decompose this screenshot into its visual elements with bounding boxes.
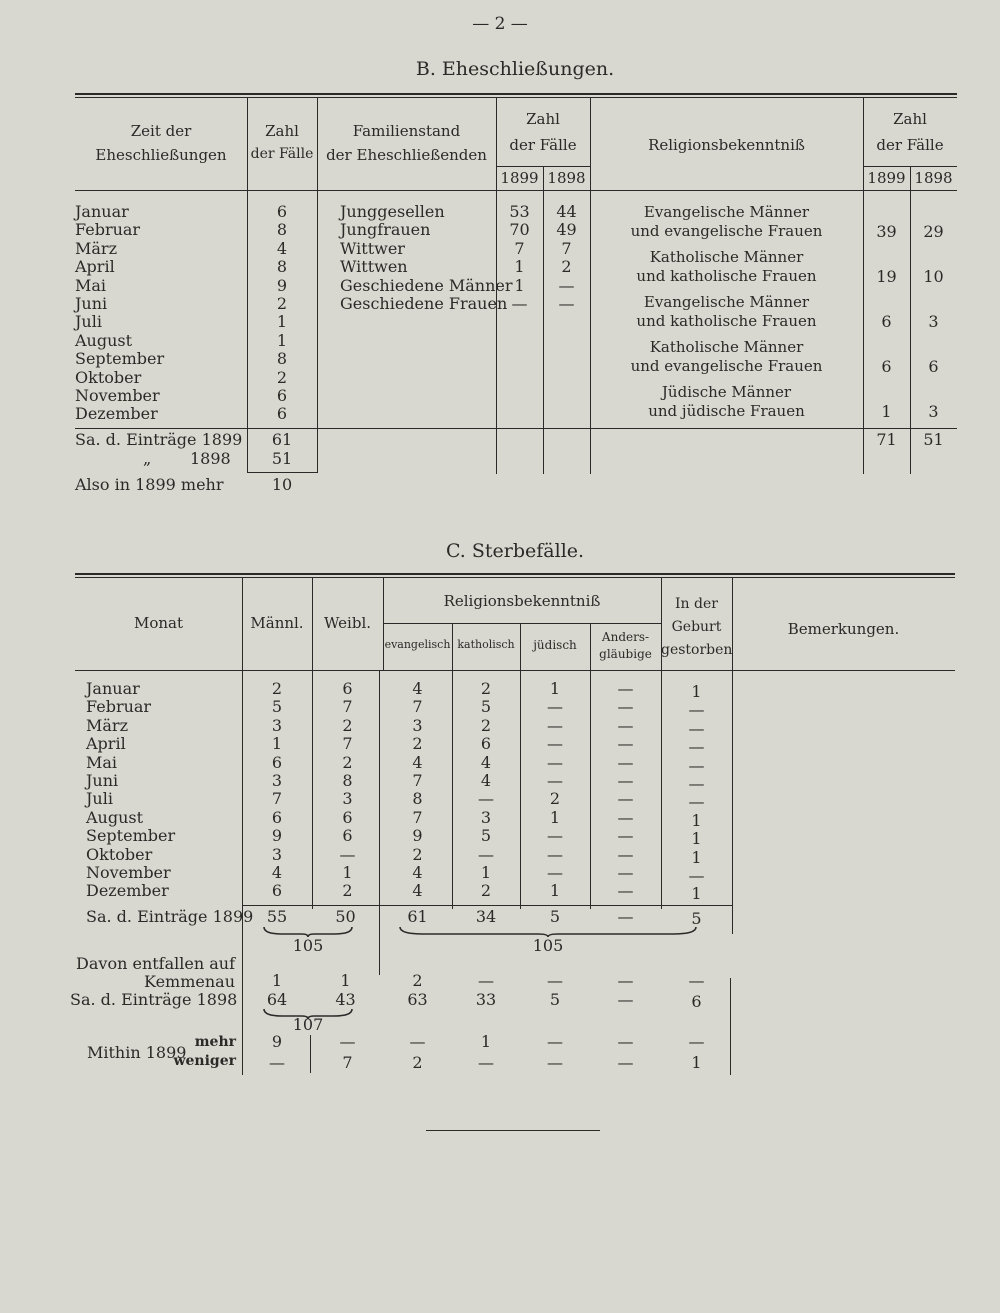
- month-name: März: [75, 238, 117, 258]
- death-month: Mai: [86, 752, 118, 772]
- familienstand-1899: 1: [514, 257, 525, 277]
- death-an: —: [617, 844, 634, 864]
- header-zeit-1: Zeit der: [130, 122, 192, 140]
- death-m: 1: [271, 734, 283, 754]
- month-name: Juni: [75, 294, 108, 313]
- death-m: 3: [271, 844, 283, 864]
- header-zahl2-2: der Fälle: [509, 136, 577, 154]
- header-anders-2: gläubige: [599, 647, 652, 661]
- header-zahl3-2: der Fälle: [876, 136, 944, 154]
- month-name: Mai: [75, 275, 107, 295]
- death-ju: —: [547, 752, 563, 772]
- death-month: April: [86, 734, 126, 754]
- kemmenau-ge: —: [688, 971, 705, 990]
- religion-line1: Jüdische Männer: [661, 383, 792, 401]
- death-w: 1: [342, 863, 353, 882]
- header-maennl: Männl.: [250, 614, 304, 632]
- death-ge: 1: [691, 847, 702, 867]
- death-w: 6: [342, 807, 353, 827]
- death-month: Juni: [86, 771, 119, 790]
- month-count: 8: [276, 349, 288, 369]
- kemmenau-m: 1: [271, 971, 283, 990]
- month-count: 2: [276, 367, 288, 387]
- religion-1898: 6: [928, 357, 939, 376]
- weniger-ev: 2: [412, 1053, 423, 1072]
- familienstand-label: Geschiedene Männer: [340, 275, 513, 295]
- mehr-ev: —: [409, 1032, 426, 1051]
- death-ev: 7: [412, 771, 423, 790]
- section-b-title: B. Eheschließungen.: [415, 58, 615, 80]
- death-ka: 4: [480, 771, 492, 790]
- header-katholisch: katholisch: [457, 638, 515, 651]
- weniger-an: —: [617, 1053, 634, 1072]
- weniger-ka: —: [478, 1053, 494, 1072]
- rule: [75, 97, 957, 98]
- death-m: 3: [271, 715, 283, 735]
- familienstand-1898: 49: [556, 220, 577, 240]
- death-an: —: [617, 697, 634, 717]
- death-m: 6: [271, 881, 283, 901]
- religion-line1: Katholische Männer: [649, 338, 804, 356]
- death-m: 2: [271, 679, 283, 698]
- mithin-mehr: mehr: [194, 1034, 236, 1050]
- death-ge: —: [688, 755, 705, 775]
- religion-1898: 29: [923, 222, 944, 241]
- header-weibl: Weibl.: [323, 614, 372, 632]
- religion-line2: und jüdische Frauen: [648, 402, 805, 420]
- death-ju: —: [547, 715, 563, 735]
- death-ka: 1: [480, 863, 492, 882]
- c-sum1899-m: 55: [266, 907, 288, 926]
- month-count: 8: [276, 257, 288, 277]
- familienstand-1899: 53: [509, 202, 530, 221]
- death-an: —: [617, 863, 634, 882]
- religion-1898: 10: [923, 267, 944, 286]
- death-an: —: [617, 679, 634, 698]
- rule: [75, 93, 957, 95]
- familienstand-label: Wittwer: [340, 238, 405, 258]
- religion-1899: 6: [881, 357, 892, 376]
- total-rel-1899: 105: [532, 936, 564, 955]
- death-ju: 1: [549, 807, 561, 827]
- death-w: 7: [342, 734, 353, 754]
- c-sum1899-w: 50: [335, 907, 356, 926]
- death-month: September: [86, 826, 176, 846]
- death-ka: 2: [480, 679, 492, 698]
- familienstand-1898: 2: [561, 257, 572, 277]
- sum-1898-year: 1898: [190, 449, 231, 468]
- death-ev: 7: [412, 807, 423, 827]
- death-ka: 2: [480, 715, 492, 735]
- familienstand-1899: 1: [514, 275, 525, 295]
- death-w: 3: [342, 789, 353, 809]
- death-month: Juli: [86, 789, 113, 809]
- religion-1898: 3: [928, 402, 939, 421]
- death-ju: —: [547, 863, 563, 882]
- kemmenau-w: 1: [340, 971, 351, 990]
- rule: [75, 428, 957, 429]
- header-1898: 1898: [547, 169, 586, 187]
- month-name: Oktober: [75, 367, 142, 387]
- death-ka: 2: [480, 881, 492, 901]
- month-count: 6: [276, 404, 288, 424]
- religion-1899: 1: [881, 402, 892, 421]
- death-w: 7: [342, 697, 353, 717]
- closing-rule: [426, 1130, 600, 1131]
- kemmenau-ju: —: [547, 971, 563, 990]
- religion-line2: und katholische Frauen: [636, 267, 817, 285]
- sum-1899-label: Sa. d. Einträge 1899: [75, 430, 243, 449]
- religion-line2: und evangelische Frauen: [630, 357, 823, 375]
- more-label: Also in 1899 mehr: [75, 475, 224, 494]
- c-sum1898-label: Sa. d. Einträge 1898: [70, 990, 238, 1009]
- death-w: 6: [342, 826, 353, 846]
- death-an: —: [617, 826, 634, 846]
- weniger-m: —: [269, 1053, 285, 1072]
- death-month: Dezember: [86, 881, 169, 901]
- sum-1898-value: 51: [271, 449, 293, 468]
- kemmenau-an: —: [617, 971, 634, 990]
- death-ka: 4: [480, 752, 492, 772]
- header-familienstand-1: Familienstand: [352, 122, 461, 140]
- month-name: November: [75, 386, 160, 405]
- death-m: 6: [271, 807, 283, 827]
- c-sum1898-ev: 63: [407, 990, 428, 1009]
- death-ge: 1: [691, 884, 702, 904]
- death-ev: 9: [412, 826, 423, 846]
- weniger-ju: —: [547, 1053, 563, 1072]
- death-ev: 2: [412, 734, 423, 754]
- weniger-w: 7: [342, 1053, 353, 1072]
- c-sum1898-ju: 5: [549, 990, 561, 1009]
- mehr-ge: —: [688, 1032, 705, 1051]
- death-ka: 3: [480, 807, 492, 827]
- religion-total-1899: 71: [876, 430, 897, 449]
- c-sum1898-m: 64: [266, 990, 288, 1009]
- death-ju: —: [547, 826, 563, 846]
- death-ev: 3: [412, 715, 423, 735]
- c-sum1899-ju: 5: [549, 907, 561, 926]
- c-sum1899-ge: 5: [691, 909, 702, 928]
- header-1898-b: 1898: [914, 169, 953, 187]
- death-ka: —: [478, 789, 494, 809]
- death-an: —: [617, 881, 634, 901]
- religion-line2: und evangelische Frauen: [630, 222, 823, 240]
- death-w: 6: [342, 679, 353, 698]
- month-name: Februar: [75, 220, 141, 240]
- familienstand-1899: 7: [514, 238, 525, 258]
- familienstand-1899: 70: [509, 220, 530, 240]
- death-month: November: [86, 863, 171, 882]
- death-ev: 4: [412, 679, 423, 698]
- religion-1898: 3: [928, 312, 939, 331]
- kemmenau-label-2: Kemmenau: [144, 972, 235, 991]
- month-count: 8: [276, 220, 288, 240]
- death-ju: —: [547, 734, 563, 754]
- death-ka: 5: [480, 826, 492, 846]
- death-an: —: [617, 807, 634, 827]
- death-m: 7: [271, 789, 283, 809]
- familienstand-1898: 7: [561, 238, 572, 258]
- death-ge: —: [688, 700, 705, 720]
- header-geburt-1: In der: [675, 596, 718, 612]
- death-ge: —: [688, 774, 705, 793]
- header-religion: Religionsbekenntniß: [648, 136, 805, 154]
- death-w: 8: [342, 771, 353, 790]
- death-w: 2: [342, 752, 353, 772]
- month-count: 4: [276, 238, 288, 258]
- c-sum1899-an: —: [617, 907, 634, 926]
- more-value: 10: [271, 475, 293, 494]
- death-ge: —: [688, 792, 705, 812]
- religion-line1: Evangelische Männer: [643, 203, 810, 221]
- weniger-ge: 1: [691, 1053, 702, 1072]
- death-month: März: [86, 715, 128, 735]
- mithin-label: Mithin 1899: [87, 1043, 187, 1062]
- header-zahl3-1: Zahl: [893, 110, 927, 128]
- religion-line1: Evangelische Männer: [643, 293, 810, 311]
- rule: [242, 905, 732, 906]
- familienstand-label: Geschiedene Frauen: [340, 294, 508, 313]
- religion-line2: und katholische Frauen: [636, 312, 817, 330]
- month-count: 6: [276, 202, 288, 221]
- death-ge: 1: [691, 682, 702, 701]
- death-m: 4: [271, 863, 283, 882]
- month-name: Dezember: [75, 404, 158, 424]
- rule: [383, 623, 661, 624]
- header-geburt-2: Geburt: [671, 619, 722, 635]
- month-name: Januar: [75, 202, 129, 221]
- header-zahl-1: Zahl: [265, 122, 299, 140]
- death-ju: —: [547, 697, 563, 717]
- death-an: —: [617, 715, 634, 735]
- religion-1899: 6: [881, 312, 892, 331]
- death-ka: 5: [480, 697, 492, 717]
- mehr-an: —: [617, 1032, 634, 1051]
- header-juedisch: jüdisch: [533, 638, 577, 652]
- month-count: 6: [276, 386, 288, 405]
- total-mw-1898: 107: [292, 1015, 324, 1034]
- death-ge: —: [688, 737, 705, 757]
- death-ju: —: [547, 844, 563, 864]
- death-ge: 1: [691, 810, 702, 830]
- death-ev: 4: [412, 863, 423, 882]
- month-count: 1: [276, 330, 288, 350]
- month-count: 1: [276, 312, 288, 332]
- death-an: —: [617, 771, 634, 790]
- death-ev: 7: [412, 697, 423, 717]
- death-an: —: [617, 734, 634, 754]
- mehr-w: —: [339, 1032, 356, 1051]
- death-ge: 1: [691, 829, 702, 849]
- kemmenau-ka: —: [478, 971, 494, 990]
- death-an: —: [617, 789, 634, 809]
- header-zahl-2: der Fälle: [250, 146, 314, 162]
- c-sum1899-ev: 61: [407, 907, 428, 926]
- death-month: Oktober: [86, 844, 153, 864]
- familienstand-label: Jungfrauen: [340, 220, 431, 240]
- familienstand-label: Wittwen: [340, 257, 408, 277]
- death-ju: 1: [549, 881, 561, 901]
- death-m: 6: [271, 752, 283, 772]
- rule: [75, 670, 955, 671]
- death-ev: 4: [412, 881, 423, 901]
- death-ju: 1: [549, 679, 561, 698]
- rule: [75, 577, 955, 578]
- month-count: 2: [276, 294, 288, 313]
- header-1899-b: 1899: [867, 169, 906, 187]
- religion-1899: 39: [876, 222, 897, 241]
- death-w: —: [339, 844, 356, 864]
- death-ev: 4: [412, 752, 423, 772]
- header-1899: 1899: [500, 169, 539, 187]
- page-number: — 2 —: [472, 14, 528, 34]
- religion-total-1898: 51: [923, 430, 944, 449]
- rule: [75, 573, 955, 575]
- header-familienstand-2: der Eheschließenden: [326, 146, 487, 164]
- death-ka: 6: [480, 734, 492, 754]
- c-sum1898-ge: 6: [691, 992, 702, 1011]
- kemmenau-ev: 2: [412, 971, 423, 990]
- death-w: 2: [342, 715, 353, 735]
- header-zeit-2: Eheschließungen: [95, 146, 227, 164]
- death-ev: 8: [412, 789, 423, 809]
- sum-1898-quote: „: [143, 449, 152, 468]
- death-ev: 2: [412, 844, 423, 864]
- section-c-title: C. Sterbefälle.: [445, 540, 585, 562]
- religion-1899: 19: [876, 267, 897, 286]
- death-ju: —: [547, 771, 563, 790]
- familienstand-1898: —: [558, 275, 575, 295]
- death-month: Januar: [86, 679, 140, 698]
- header-anders-1: Anders-: [601, 630, 650, 644]
- mehr-ka: 1: [480, 1032, 492, 1051]
- header-geburt-3: gestorben: [661, 642, 733, 658]
- death-an: —: [617, 752, 634, 772]
- rule: [75, 190, 957, 191]
- mehr-ju: —: [547, 1032, 563, 1051]
- death-m: 9: [271, 826, 283, 846]
- death-m: 5: [271, 697, 283, 717]
- familienstand-1898: 44: [556, 202, 577, 221]
- month-name: Juli: [75, 312, 102, 332]
- death-month: August: [86, 807, 144, 827]
- familienstand-label: Junggesellen: [340, 202, 445, 221]
- death-ge: —: [688, 718, 705, 738]
- rule: [247, 472, 317, 473]
- month-count: 9: [276, 275, 288, 295]
- total-mw-1899: 105: [292, 936, 324, 955]
- death-ka: —: [478, 844, 494, 864]
- mehr-m: 9: [271, 1032, 283, 1051]
- c-sum1898-an: —: [617, 990, 634, 1009]
- header-bemerkungen: Bemerkungen.: [787, 620, 900, 638]
- header-monat: Monat: [133, 614, 184, 632]
- death-month: Februar: [86, 697, 152, 717]
- c-sum1898-w: 43: [335, 990, 356, 1009]
- death-w: 2: [342, 881, 353, 901]
- kemmenau-label-1: Davon entfallen auf: [76, 954, 235, 973]
- header-religion-c: Religionsbekenntniß: [443, 592, 601, 610]
- death-m: 3: [271, 771, 283, 790]
- header-zahl2-1: Zahl: [526, 110, 560, 128]
- header-evangelisch: evangelisch: [384, 638, 451, 651]
- religion-line1: Katholische Männer: [649, 248, 804, 266]
- c-sum1898-ka: 33: [475, 990, 497, 1009]
- death-ju: 2: [549, 789, 561, 809]
- month-name: April: [75, 257, 115, 277]
- c-sum1899-label: Sa. d. Einträge 1899: [86, 907, 254, 926]
- sum-1899-value: 61: [271, 430, 293, 449]
- mithin-weniger: weniger: [173, 1053, 236, 1069]
- c-sum1899-ka: 34: [475, 907, 497, 926]
- familienstand-1898: —: [558, 294, 575, 313]
- month-name: September: [75, 349, 165, 369]
- month-name: August: [75, 330, 133, 350]
- familienstand-1899: —: [511, 294, 528, 313]
- death-ge: —: [688, 866, 705, 885]
